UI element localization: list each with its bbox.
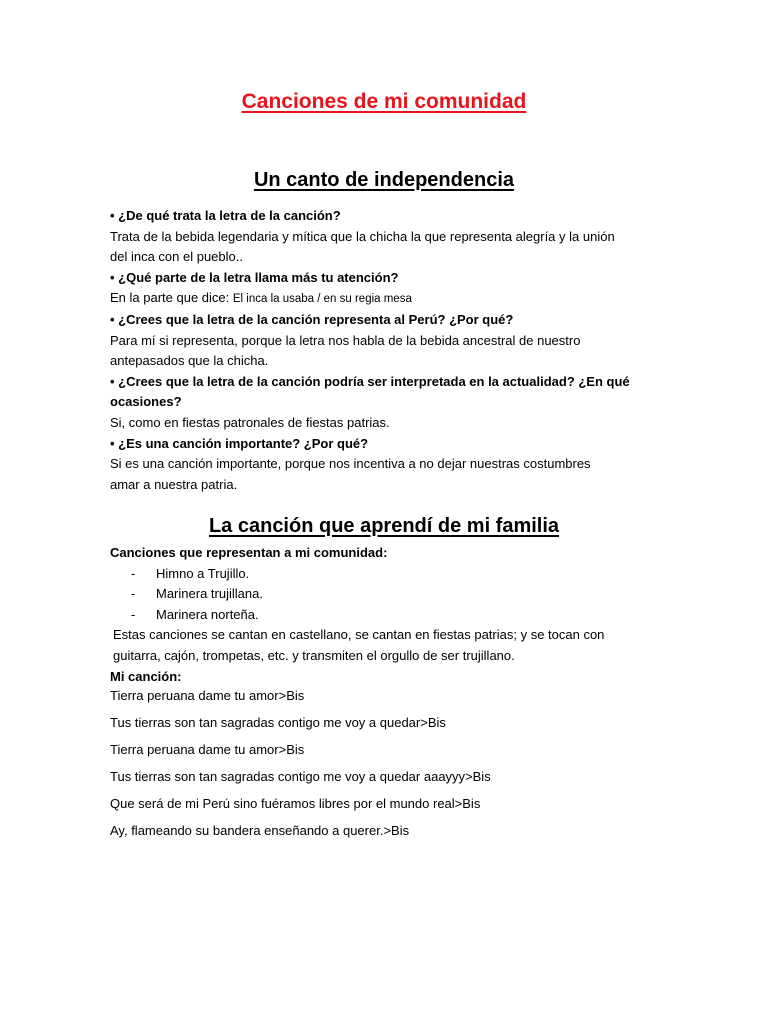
answer-2-quote: El inca la usaba / en su regia mesa bbox=[232, 293, 412, 306]
list-item-text: Marinera trujillana. bbox=[156, 586, 263, 602]
answer-3-line-2: antepasados que la chicha. bbox=[110, 353, 269, 369]
songs-block bbox=[110, 543, 670, 687]
list-dash: - bbox=[131, 586, 136, 602]
question-2: • ¿Qué parte de la letra llama más tu atención? bbox=[110, 269, 399, 285]
answer-2 bbox=[110, 288, 670, 310]
song-lyrics bbox=[110, 686, 670, 848]
song-header: Mi canción: bbox=[110, 668, 182, 684]
list-item-text: Marinera norteña. bbox=[156, 606, 259, 622]
document-title bbox=[0, 88, 768, 116]
document-title-text: Canciones de mi comunidad bbox=[241, 90, 527, 113]
answer-5-line-2: amar a nuestra patria. bbox=[110, 476, 238, 492]
questions-block bbox=[110, 206, 670, 495]
answer-4: Si, como en fiestas patronales de fiestas patrias. bbox=[110, 414, 390, 430]
question-4-line-2: ocasiones? bbox=[110, 394, 182, 410]
list-item bbox=[110, 564, 670, 585]
songs-list-header: Canciones que representan a mi comunidad: bbox=[110, 545, 388, 560]
songs-paragraph-line-2: guitarra, cajón, trompetas, etc. y transmiten el orgullo de ser trujillano. bbox=[113, 647, 515, 663]
list-item-text: Himno a Trujillo. bbox=[156, 565, 250, 581]
section-title-familia-text: La canción que aprendí de mi familia bbox=[208, 515, 560, 537]
lyric-line-6: Ay, flameando su bandera enseñando a querer.>Bis bbox=[110, 823, 410, 838]
section-title-familia bbox=[0, 513, 768, 539]
question-1: • ¿De qué trata la letra de la canción? bbox=[110, 208, 341, 223]
list-item bbox=[110, 605, 670, 626]
lyric-line-1: Tierra peruana dame tu amor>Bis bbox=[110, 688, 305, 703]
question-4-line-1: • ¿Crees que la letra de la canción podría ser interpretada en la actualidad? ¿En qué bbox=[110, 373, 630, 389]
songs-paragraph-line-1: Estas canciones se cantan en castellano, se cantan en fiestas patrias; y se tocan con bbox=[113, 627, 605, 643]
question-3: • ¿Crees que la letra de la canción representa al Perú? ¿Por qué? bbox=[110, 311, 514, 327]
list-dash: - bbox=[131, 565, 136, 581]
list-dash: - bbox=[131, 606, 136, 622]
lyric-line-2: Tus tierras son tan sagradas contigo me voy a quedar>Bis bbox=[110, 715, 446, 730]
lyric-line-5: Que será de mi Perú sino fuéramos libres por el mundo real>Bis bbox=[110, 796, 481, 811]
answer-2-prefix: En la parte que dice: bbox=[110, 290, 233, 306]
answer-1-line-1: Trata de la bebida legendaria y mítica que la chicha la que representa alegría y la unión bbox=[110, 228, 615, 244]
section-title-independencia-text: Un canto de independencia bbox=[253, 169, 515, 191]
list-item bbox=[110, 584, 670, 605]
question-5: • ¿Es una canción importante? ¿Por qué? bbox=[110, 435, 369, 451]
lyric-line-4: Tus tierras son tan sagradas contigo me voy a quedar aaayyy>Bis bbox=[110, 769, 491, 784]
lyric-line-3: Tierra peruana dame tu amor>Bis bbox=[110, 742, 305, 757]
section-title-independencia bbox=[0, 167, 768, 193]
answer-3-line-1: Para mí si representa, porque la letra nos habla de la bebida ancestral de nuestro bbox=[110, 332, 581, 348]
answer-5-line-1: Si es una canción importante, porque nos incentiva a no dejar nuestras costumbres bbox=[110, 456, 591, 472]
answer-1-line-2: del inca con el pueblo.. bbox=[110, 249, 243, 265]
